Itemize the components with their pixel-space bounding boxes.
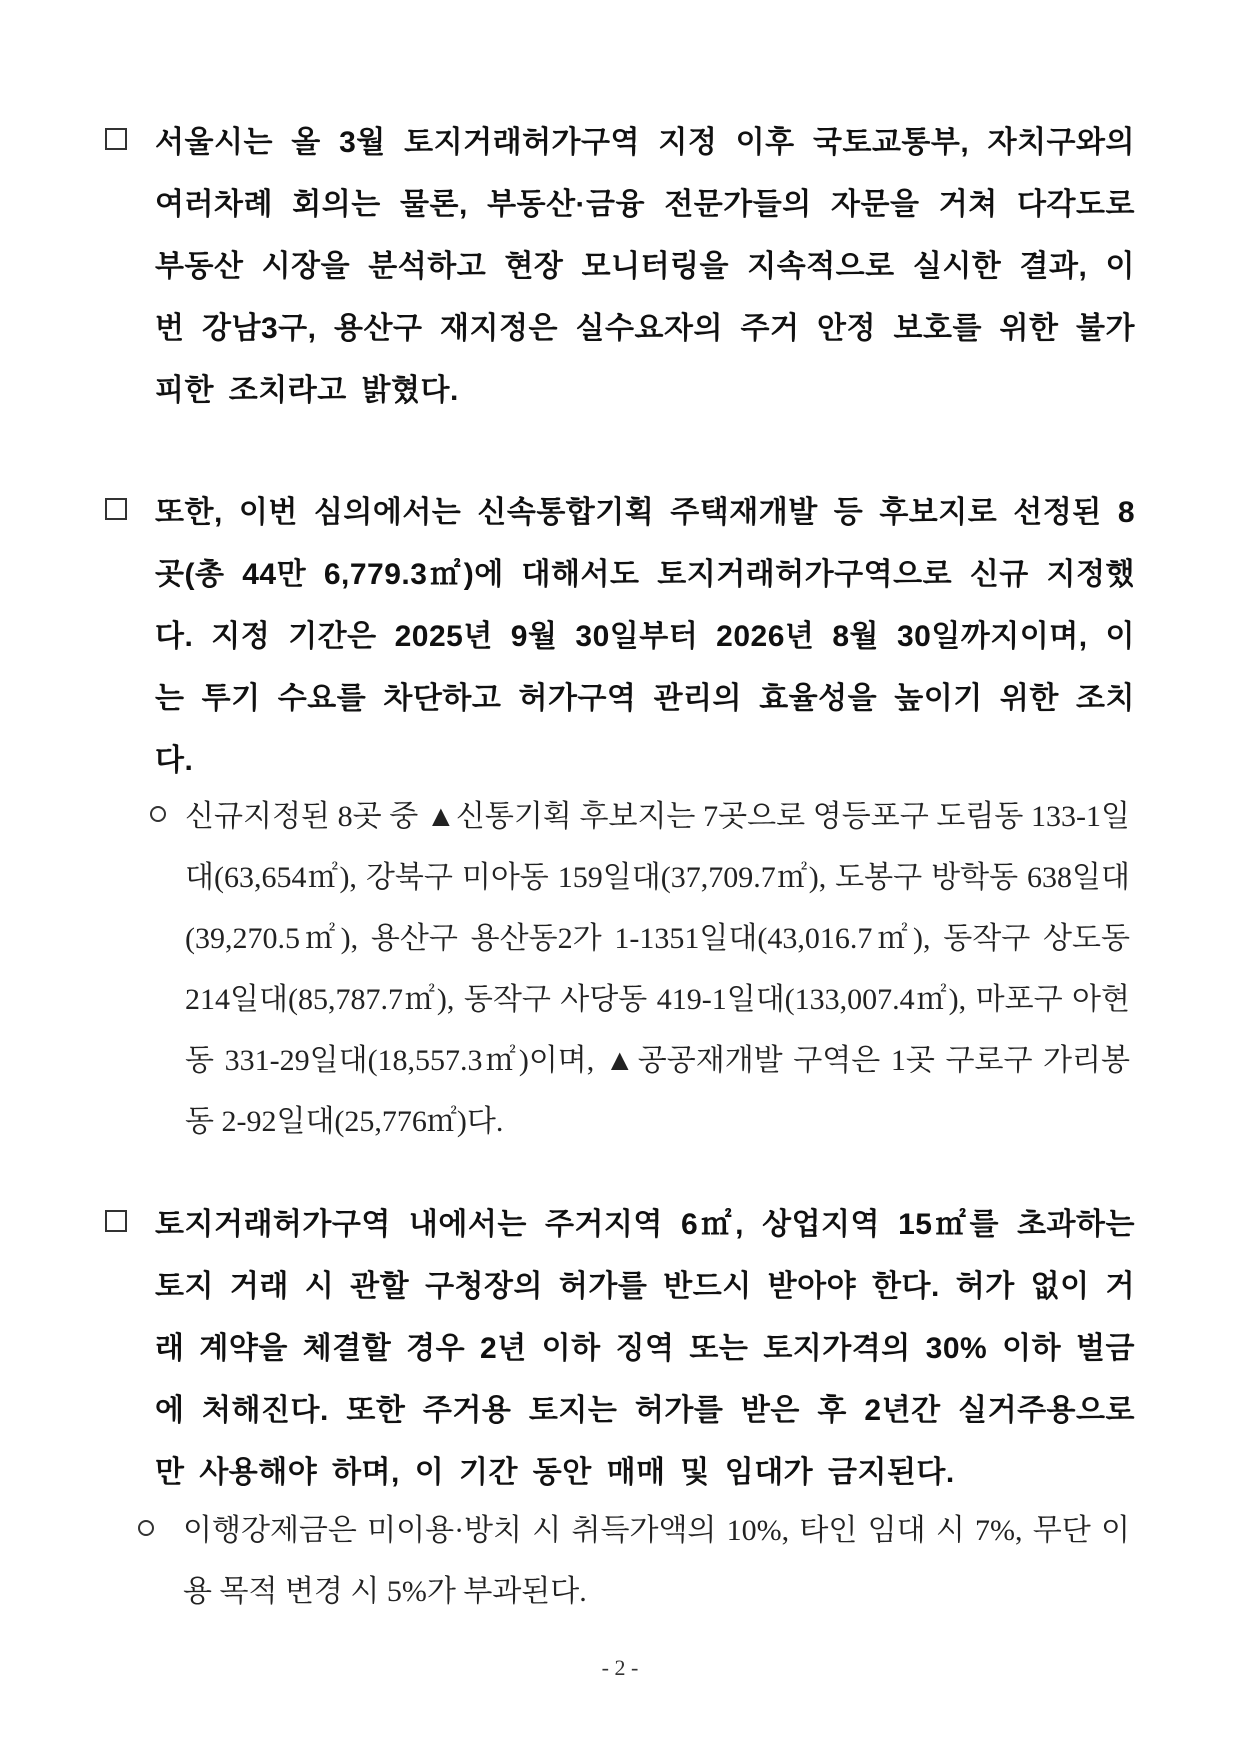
- section-2-subitem: [150, 786, 1130, 1152]
- section-3: [105, 1194, 1135, 1504]
- section-2-subitem-text: 신규지정된 8곳 중 ▲신통기획 후보지는 7곳으로 영등포구 도림동 133-1일대(63,654㎡), 강북구 미아동 159일대(37,709.7㎡), 도봉구 방학동 638일대(39,270.5㎡), 용산구 용산동2가 1-1351일대(43,016.7㎡), 동작구 상도동 214일대(85,787.7㎡), 동작구 사당동 419-1일대(133,007.4㎡), 마포구 아현동 331-29일대(18,557.3㎡)이며, ▲공공재개발 구역은 1곳 구로구 가리봉동 2-92일대(25,776㎡)다.: [185, 800, 1130, 1138]
- section-3-text: 토지거래허가구역 내에서는 주거지역 6㎡, 상업지역 15㎡를 초과하는 토지 거래 시 관할 구청장의 허가를 반드시 받아야 한다. 허가 없이 거래 계약을 체결할 경우 2년 이하 징역 또는 토지가격의 30% 이하 벌금에 처해진다. 또한 주거용 토지는 허가를 받은 후 2년간 실거주용으로만 사용해야 하며, 이 기간 동안 매매 및 임대가 금지된다.: [155, 1208, 1135, 1489]
- section-3-subitem: [138, 1500, 1130, 1622]
- page-number: - 2 -: [601, 1655, 639, 1680]
- section-2-text: 또한, 이번 심의에서는 신속통합기획 주택재개발 등 후보지로 선정된 8곳(총 44만 6,779.3㎡)에 대해서도 토지거래허가구역으로 신규 지정했다. 지정 기간은 2025년 9월 30일부터 2026년 8월 30일까지이며, 이는 투기 수요를 차단하고 허가구역 관리의 효율성을 높이기 위한 조치다.: [155, 496, 1135, 777]
- checkbox-bullet-icon: [105, 1210, 127, 1232]
- section-3-subitem-text: 이행강제금은 미이용·방치 시 취득가액의 10%, 타인 임대 시 7%, 무단 이용 목적 변경 시 5%가 부과된다.: [183, 1514, 1130, 1608]
- checkbox-bullet-icon: [105, 498, 127, 520]
- section-2: [105, 482, 1135, 792]
- checkbox-bullet-icon: [105, 128, 127, 150]
- section-1-text: 서울시는 올 3월 토지거래허가구역 지정 이후 국토교통부, 자치구와의 여러차례 회의는 물론, 부동산·금융 전문가들의 자문을 거쳐 다각도로 부동산 시장을 분석하고 현장 모니터링을 지속적으로 실시한 결과, 이번 강남3구, 용산구 재지정은 실수요자의 주거 안정 보호를 위한 불가피한 조치라고 밝혔다.: [155, 126, 1135, 407]
- section-1: [105, 112, 1135, 422]
- circle-bullet-icon: [150, 806, 166, 822]
- circle-bullet-icon: [138, 1520, 154, 1536]
